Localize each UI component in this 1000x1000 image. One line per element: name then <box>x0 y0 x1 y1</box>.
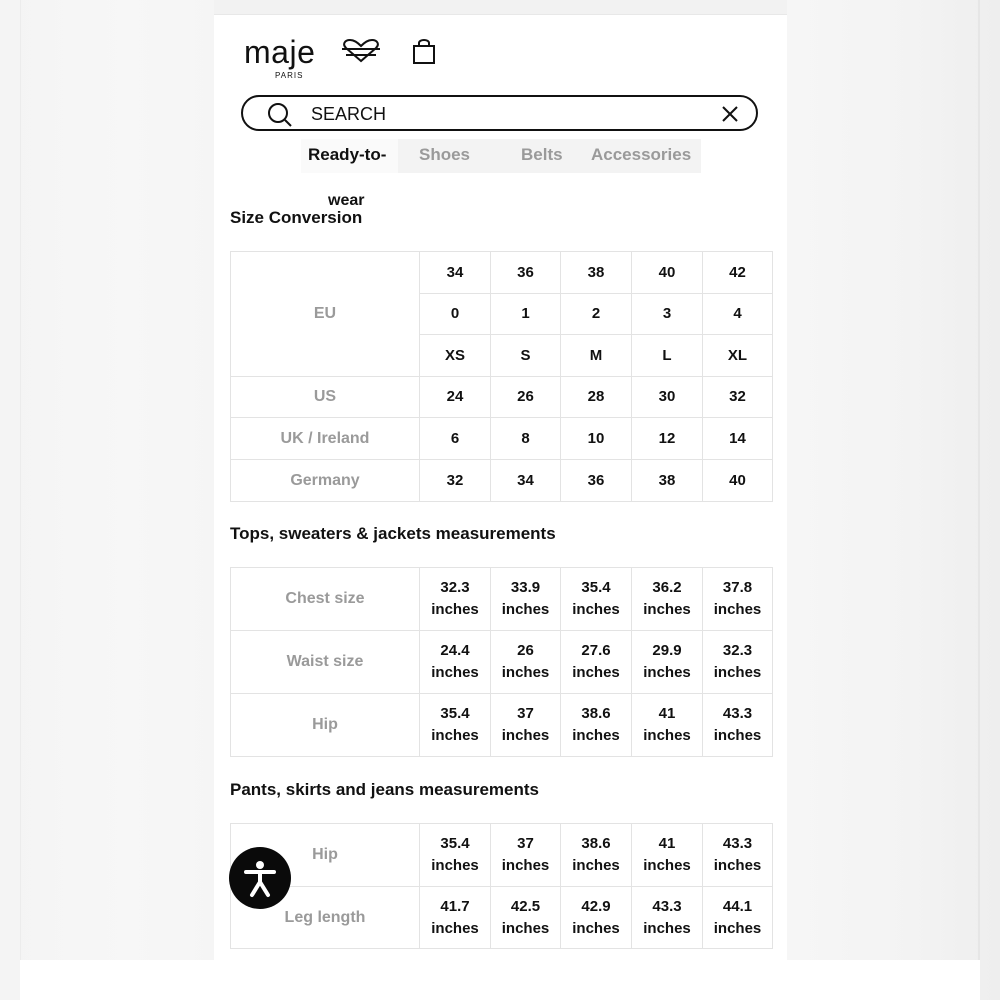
table-cell: 42 <box>703 252 773 294</box>
table-cell: 38.6 inches <box>561 694 632 757</box>
accessibility-button[interactable] <box>229 847 291 909</box>
brand-name: maje <box>244 34 316 70</box>
table-cell: 6 <box>420 418 491 460</box>
table-cell: 1 <box>491 294 561 335</box>
table-cell: 42.9 inches <box>561 887 632 949</box>
table-row <box>231 694 773 757</box>
table-cell: 26 <box>491 377 561 418</box>
row-label: Chest size <box>231 568 420 631</box>
table-cell: 40 <box>703 460 773 502</box>
size-conversion-title: Size Conversion <box>230 208 363 227</box>
table-cell: 8 <box>491 418 561 460</box>
table-cell: 43.3 inches <box>632 887 703 949</box>
row-label: EU <box>231 252 420 377</box>
table-cell: 36 <box>491 252 561 294</box>
table-row <box>231 460 773 502</box>
heart-icon[interactable] <box>342 39 380 63</box>
search-icon[interactable] <box>267 102 293 128</box>
table-cell: 10 <box>561 418 632 460</box>
table-cell: XL <box>703 335 773 377</box>
table-cell: 41.7 inches <box>420 887 491 949</box>
table-cell: 35.4 inches <box>561 568 632 631</box>
brand-logo[interactable] <box>244 34 316 80</box>
row-label: Waist size <box>231 631 420 694</box>
background-left <box>0 0 214 1000</box>
table-cell: 33.9 inches <box>491 568 561 631</box>
pants-measurements-table <box>230 823 773 949</box>
table-cell: 28 <box>561 377 632 418</box>
tab-ready-to-wear-continuation[interactable]: wear <box>328 192 365 209</box>
table-row <box>231 568 773 631</box>
tab-belts[interactable]: Belts <box>521 145 563 164</box>
table-cell: 30 <box>632 377 703 418</box>
tab-shoes[interactable]: Shoes <box>419 145 471 164</box>
search-input[interactable] <box>311 104 691 124</box>
table-row <box>231 824 773 887</box>
table-cell: 38 <box>561 252 632 294</box>
table-cell: 34 <box>420 252 491 294</box>
frame-line-left <box>20 0 21 960</box>
table-cell: 35.4 inches <box>420 694 491 757</box>
table-cell: 27.6 inches <box>561 631 632 694</box>
category-tabs <box>301 139 701 173</box>
table-cell: 24.4 inches <box>420 631 491 694</box>
size-conversion-table <box>230 251 773 502</box>
row-label: US <box>231 377 420 418</box>
table-cell: 32.3 inches <box>420 568 491 631</box>
table-cell: 0 <box>420 294 491 335</box>
table-cell: S <box>491 335 561 377</box>
table-cell: 44.1 inches <box>703 887 773 949</box>
close-icon[interactable] <box>721 105 739 123</box>
row-label: Germany <box>231 460 420 502</box>
pants-measurements-title: Pants, skirts and jeans measurements <box>230 780 539 799</box>
table-cell: 35.4 inches <box>420 824 491 887</box>
frame-line-right <box>978 0 980 960</box>
row-label: Hip <box>231 824 420 887</box>
search-bar[interactable] <box>241 95 758 131</box>
table-cell: 36 <box>561 460 632 502</box>
table-cell: 2 <box>561 294 632 335</box>
table-row <box>231 252 773 294</box>
table-row <box>231 418 773 460</box>
table-cell: 32 <box>420 460 491 502</box>
table-cell: 37 inches <box>491 694 561 757</box>
tab-accessories[interactable]: Accessories <box>591 145 692 164</box>
table-row <box>231 887 773 949</box>
table-cell: 24 <box>420 377 491 418</box>
table-cell: 34 <box>491 460 561 502</box>
table-cell: 4 <box>703 294 773 335</box>
accessibility-icon <box>240 858 280 898</box>
row-label: UK / Ireland <box>231 418 420 460</box>
table-row <box>231 631 773 694</box>
table-cell: 40 <box>632 252 703 294</box>
row-label: Hip <box>231 694 420 757</box>
table-row <box>231 377 773 418</box>
tops-measurements-table <box>230 567 773 757</box>
shopping-bag-icon[interactable] <box>412 37 436 65</box>
table-cell: 38.6 inches <box>561 824 632 887</box>
table-cell: 29.9 inches <box>632 631 703 694</box>
table-cell: 41 inches <box>632 694 703 757</box>
table-cell: 42.5 inches <box>491 887 561 949</box>
table-cell: 36.2 inches <box>632 568 703 631</box>
table-cell: 3 <box>632 294 703 335</box>
table-cell: 41 inches <box>632 824 703 887</box>
table-cell: 26 inches <box>491 631 561 694</box>
table-cell: 37 inches <box>491 824 561 887</box>
table-cell: XS <box>420 335 491 377</box>
background-bottom <box>20 960 980 1000</box>
table-cell: 43.3 inches <box>703 824 773 887</box>
row-label: Leg length <box>231 887 420 949</box>
table-cell: L <box>632 335 703 377</box>
table-cell: 14 <box>703 418 773 460</box>
tops-measurements-title: Tops, sweaters & jackets measurements <box>230 524 556 543</box>
background-right <box>787 0 1000 1000</box>
table-cell: M <box>561 335 632 377</box>
tab-ready-to-wear[interactable]: Ready-to- <box>308 145 387 164</box>
table-cell: 43.3 inches <box>703 694 773 757</box>
table-cell: 38 <box>632 460 703 502</box>
brand-subtitle: PARIS <box>275 71 304 80</box>
table-cell: 37.8 inches <box>703 568 773 631</box>
table-cell: 32.3 inches <box>703 631 773 694</box>
size-guide-page <box>214 14 787 961</box>
table-cell: 12 <box>632 418 703 460</box>
table-cell: 32 <box>703 377 773 418</box>
